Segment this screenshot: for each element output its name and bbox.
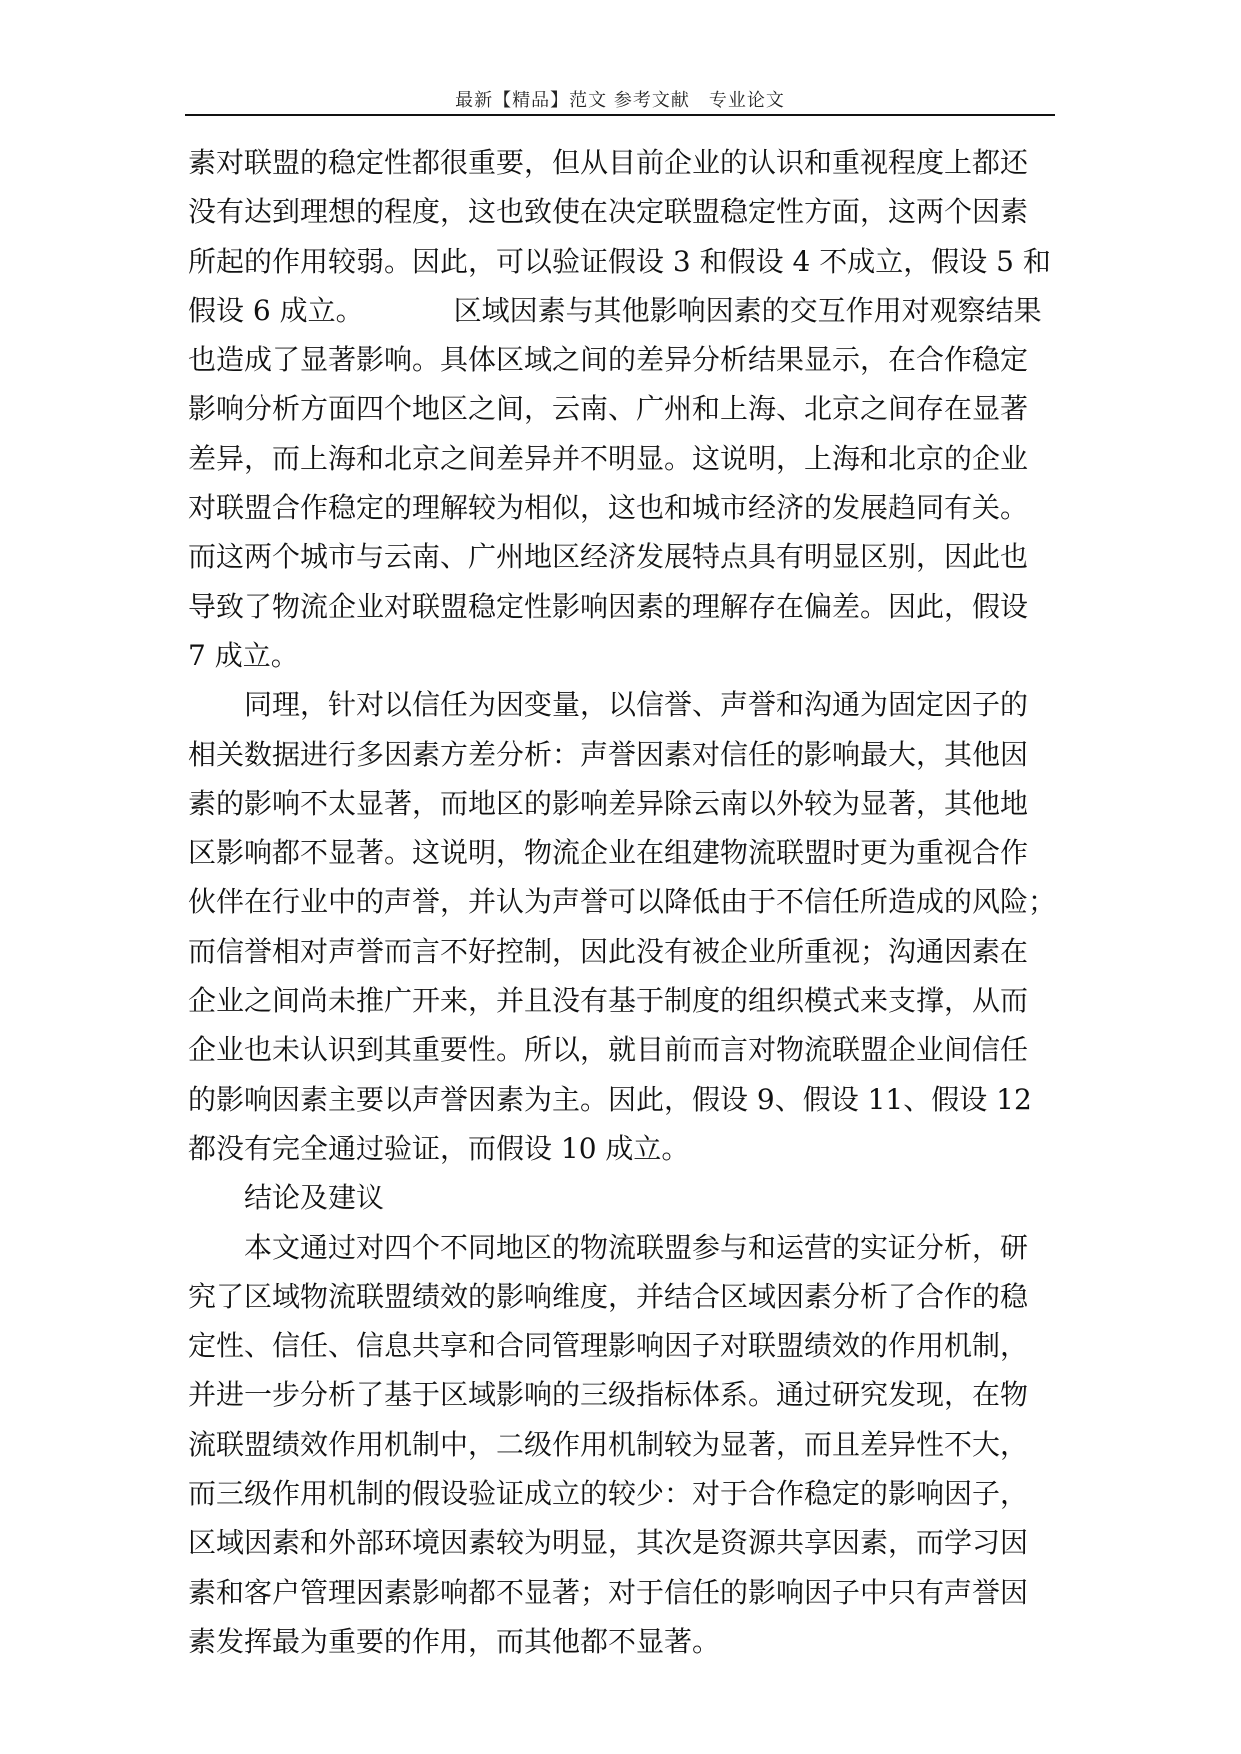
text-line: 同理，针对以信任为因变量，以信誉、声誉和沟通为固定因子的 <box>244 688 1029 722</box>
text-line: 而这两个城市与云南、广州地区经济发展特点具有明显区别，因此也 <box>188 540 1029 574</box>
text-line <box>188 286 1068 335</box>
text-line: 究了区域物流联盟绩效的影响维度，并结合区域因素分析了合作的稳 <box>188 1279 1029 1313</box>
section-heading-conclusion <box>188 1173 1068 1222</box>
text-line: 素对联盟的稳定性都很重要，但从目前企业的认识和重视程度上都还 <box>188 146 1029 179</box>
text-line: 的影响因素主要以声誉因素为主。因此，假设 9、假设 11、假设 12 <box>188 1082 1032 1116</box>
text-line: 并进一步分析了基于区域影响的三级指标体系。通过研究发现，在物 <box>188 1378 1029 1412</box>
paragraph-trust-analysis <box>188 680 1068 1173</box>
page-header: 最新【精品】范文 参考文献 专业论文 <box>455 90 785 111</box>
text-line: 素的影响不太显著，而地区的影响差异除云南以外较为显著，其他地 <box>188 786 1029 820</box>
paragraph-stability-conclusion <box>188 138 1068 286</box>
text-line: 素和客户管理因素影响都不显著；对于信任的影响因子中只有声誉因 <box>188 1575 1029 1609</box>
text-line: 7 成立。 <box>188 638 299 672</box>
text-line: 企业之间尚未推广开来，并且没有基于制度的组织模式来支撑，从而 <box>188 984 1029 1018</box>
text-line: 导致了物流企业对联盟稳定性影响因素的理解存在偏差。因此，假设 <box>188 589 1029 623</box>
paragraph-hypothesis-6 <box>188 286 1068 335</box>
text-line: 都没有完全通过验证，而假设 10 成立。 <box>188 1131 690 1165</box>
text-segment: 区域因素与其他影响因素的交互作用对观察结果 <box>453 293 1042 327</box>
text-line: 区域因素和外部环境因素较为明显，其次是资源共享因素，而学习因 <box>188 1526 1029 1560</box>
text-line: 定性、信任、信息共享和合同管理影响因子对联盟绩效的作用机制， <box>188 1329 1029 1363</box>
text-line: 也造成了显著影响。具体区域之间的差异分析结果显示，在合作稳定 <box>188 343 1029 377</box>
document-body <box>188 138 1068 1666</box>
text-line: 而三级作用机制的假设验证成立的较少：对于合作稳定的影响因子， <box>188 1477 1029 1511</box>
section-heading: 结论及建议 <box>244 1181 385 1215</box>
header-rule <box>185 114 1055 116</box>
paragraph-conclusion <box>188 1223 1068 1667</box>
text-line: 区影响都不显著。这说明，物流企业在组建物流联盟时更为重视合作 <box>188 836 1029 870</box>
text-line: 而信誉相对声誉而言不好控制，因此没有被企业所重视；沟通因素在 <box>188 934 1029 968</box>
text-line: 没有达到理想的程度，这也致使在决定联盟稳定性方面，这两个因素 <box>188 195 1029 229</box>
text-line: 所起的作用较弱。因此，可以验证假设 3 和假设 4 不成立，假设 5 和 <box>188 244 1051 278</box>
text-line: 流联盟绩效作用机制中，二级作用机制较为显著，而且差异性不大， <box>188 1427 1029 1461</box>
text-line: 对联盟合作稳定的理解较为相似，这也和城市经济的发展趋同有关。 <box>188 491 1029 525</box>
text-line: 本文通过对四个不同地区的物流联盟参与和运营的实证分析，研 <box>244 1230 1029 1264</box>
text-line: 影响分析方面四个地区之间，云南、广州和上海、北京之间存在显著 <box>188 392 1029 426</box>
text-line: 相关数据进行多因素方差分析：声誉因素对信任的影响最大，其他因 <box>188 737 1029 771</box>
text-line: 素发挥最为重要的作用，而其他都不显著。 <box>188 1624 721 1658</box>
text-line: 差异，而上海和北京之间差异并不明显。这说明，上海和北京的企业 <box>188 441 1029 475</box>
paragraph-regional-interaction <box>188 335 1068 680</box>
text-line: 企业也未认识到其重要性。所以，就目前而言对物流联盟企业间信任 <box>188 1033 1029 1067</box>
text-line: 伙伴在行业中的声誉，并认为声誉可以降低由于不信任所造成的风险； <box>188 885 1057 919</box>
text-segment: 假设 6 成立。 <box>188 293 364 327</box>
